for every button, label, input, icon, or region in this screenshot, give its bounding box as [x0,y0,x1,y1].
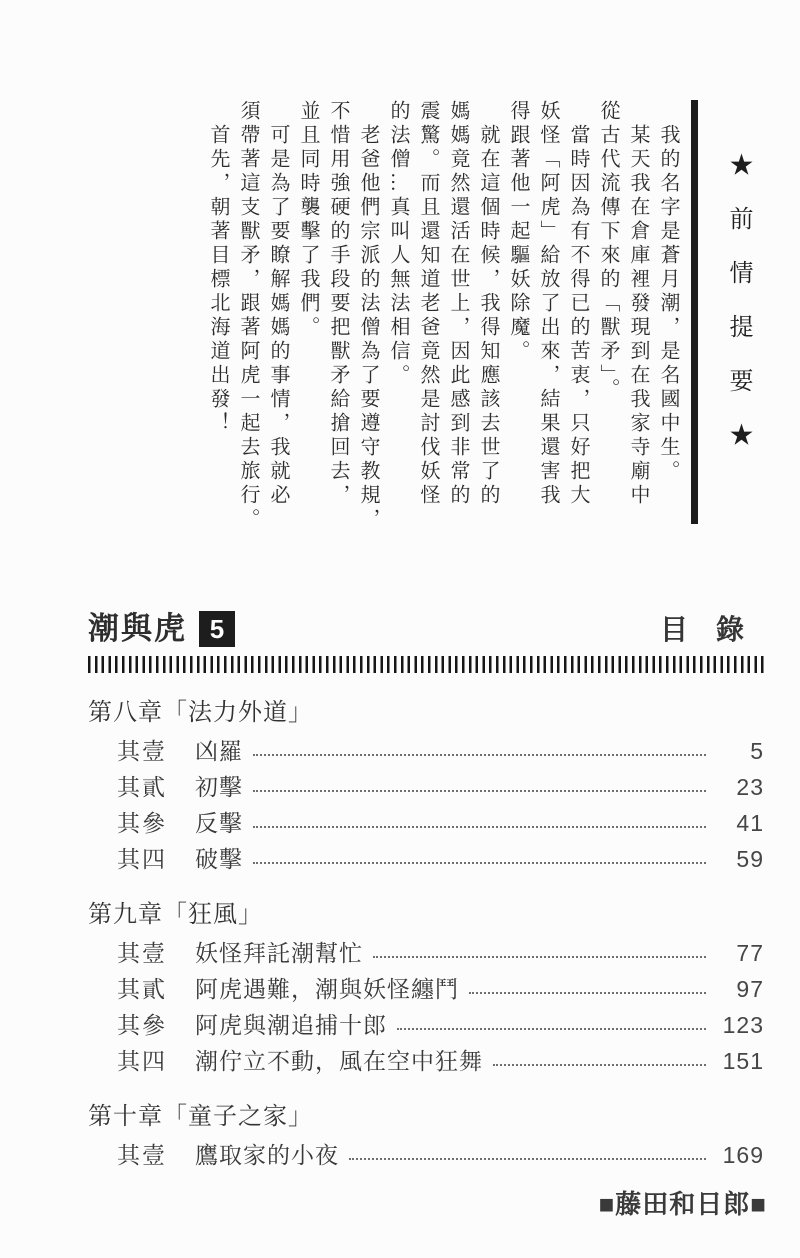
dot-leader [253,790,706,792]
prologue-column: 的法僧…真叫人無法相信。 [387,100,409,388]
toc-entry [88,1041,764,1077]
entry-number: 其參 [117,810,167,836]
volume-number-badge: 5 [199,611,235,647]
book-title: 潮與虎 [88,611,187,646]
prologue-column: 可是為了要瞭解媽媽的事情，我就必 [267,124,289,508]
toc-heading-label: 目 錄 [659,614,744,645]
entry-number: 其參 [117,1012,167,1038]
entry-title: 阿虎與潮追捕十郎 [195,1012,387,1038]
toc-entry [88,969,764,1005]
dot-leader [397,1028,706,1030]
dot-leader [253,862,706,864]
vertical-divider-bar [691,100,698,524]
prologue-block [0,100,756,560]
entry-title: 破擊 [195,846,243,872]
footer-row [88,1184,767,1221]
prologue-column: 首先，朝著目標北海道出發！ [207,124,229,436]
prologue-column: 得跟著他一起驅妖除魔。 [507,100,529,364]
entry-title: 潮佇立不動，風在空中狂舞 [195,1048,483,1074]
prologue-column: 不惜用強硬的手段要把獸矛給搶回去， [327,100,349,508]
prologue-column: 妖怪「阿虎」給放了出來，結果還害我 [537,100,559,508]
toc-entry [88,803,764,839]
entry-number: 其四 [117,846,167,872]
toc-entry [88,767,764,803]
entry-title: 初擊 [195,774,243,800]
prologue-column: 就在這個時候，我得知應該去世了的 [477,124,499,508]
toc-entry [88,839,764,875]
chapter-heading: 第十章「童子之家」 [88,1103,313,1130]
entry-page-number: 77 [736,940,764,966]
entry-page-number: 59 [736,846,764,872]
prologue-column: 震驚。而且還知道老爸竟然是討伐妖怪 [417,100,439,508]
entry-title: 阿虎遇難，潮與妖怪纏鬥 [195,976,459,1002]
entry-title: 妖怪拜託潮幫忙 [195,940,363,966]
toc-entry [88,731,764,767]
entry-page-number: 151 [722,1048,764,1074]
table-of-contents [88,606,764,1171]
dot-leader [469,992,706,994]
entry-number: 其貳 [117,774,167,800]
dot-leader [373,956,706,958]
prologue-column: 從古代流傳下來的「獸矛」。 [597,100,619,402]
author-credit: ■藤田和日郎■ [598,1189,767,1219]
entry-page-number: 97 [736,976,764,1002]
prologue-text [203,100,683,560]
entry-number: 其壹 [117,1142,167,1168]
toc-entry [88,1135,764,1171]
prologue-column: 我的名字是蒼月潮，是名國中生。 [657,124,679,484]
entry-number: 其四 [117,1048,167,1074]
entry-number: 其壹 [117,738,167,764]
prologue-column: 須帶著這支獸矛，跟著阿虎一起去旅行。 [237,100,259,532]
entry-title: 鷹取家的小夜 [195,1142,339,1168]
dot-leader [493,1064,706,1066]
entry-page-number: 123 [722,1012,764,1038]
prologue-column: 當時因為有不得已的苦衷，只好把大 [567,124,589,508]
entry-title: 凶羅 [195,738,243,764]
prologue-column: 老爸他們宗派的法僧為了要遵守教規， [357,124,379,532]
toc-entry [88,933,764,969]
toc-entry [88,1005,764,1041]
chapter-heading: 第八章「法力外道」 [88,699,313,726]
prologue-column: 媽媽竟然還活在世上，因此感到非常的 [447,100,469,508]
entry-title: 反擊 [195,810,243,836]
striped-divider [88,656,764,673]
entry-number: 其貳 [117,976,167,1002]
entry-page-number: 5 [750,738,764,764]
entry-page-number: 23 [736,774,764,800]
entry-number: 其壹 [117,940,167,966]
prologue-column: 並且同時襲擊了我們。 [297,100,319,340]
chapter-heading: 第九章「狂風」 [88,901,263,928]
dot-leader [349,1158,706,1160]
entry-page-number: 41 [736,810,764,836]
prologue-heading: ★前情提要★ [725,152,751,476]
entry-page-number: 169 [722,1142,764,1168]
dot-leader [253,754,706,756]
toc-title-row [88,606,764,648]
prologue-column: 某天我在倉庫裡發現到在我家寺廟中 [627,124,649,508]
dot-leader [253,826,706,828]
